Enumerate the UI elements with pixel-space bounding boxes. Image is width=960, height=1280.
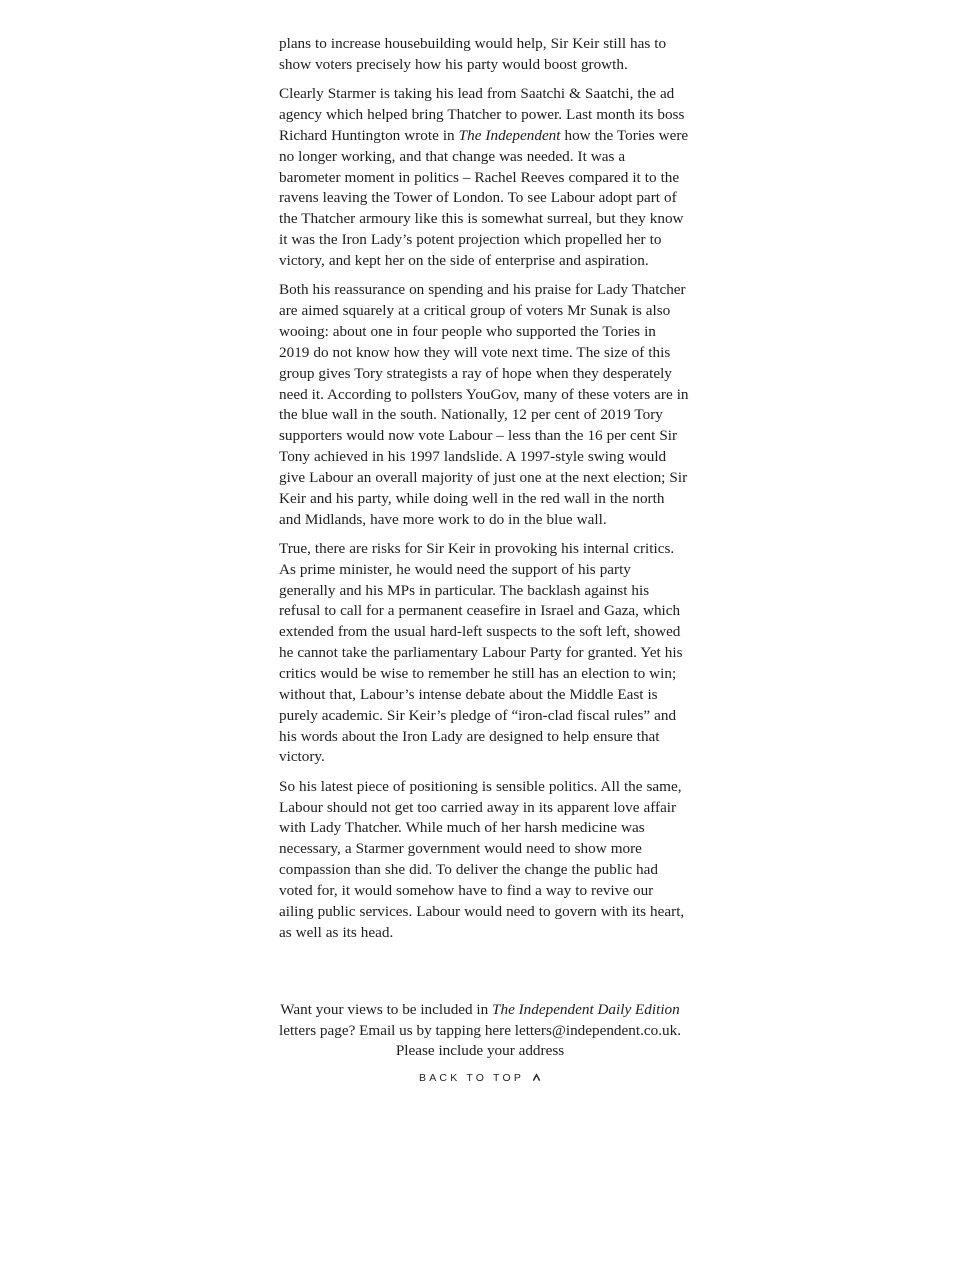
article-paragraph	[279, 280, 689, 530]
article-paragraph	[279, 777, 689, 944]
article-body	[279, 34, 689, 952]
paragraph-text: Both his reassurance on spending and his praise for Lady Thatcher are aimed squarely at a critical group of voters Mr Sunak is also wooing: about one in four people who supported the Tories in 2019 do not know how they will vote next time. The size of this group gives Tory strategists a ray of hope when they desperately need it. According to pollsters YouGov, many of these voters are in the blue wall in the south. Nationally, 12 per cent of 2019 Tory supporters would now vote Labour – less than the 16 per cent Sir Tony achieved in his 1997 landslide. A 1997-style swing would give Labour an overall majority of just one at the next election; Sir Keir and his party, while doing well in the red wall in the north and Midlands, have more work to do in the blue wall.	[279, 281, 689, 528]
paragraph-text: plans to increase housebuilding would help, Sir Keir still has to show voters precisely how his party would boost growth.	[279, 35, 667, 73]
publication-name: The Independent	[458, 126, 561, 144]
letters-note-lead: Want your views to be included in	[280, 1001, 493, 1018]
paragraph-text: True, there are risks for Sir Keir in provoking his internal critics. As prime minister, he would need the support of his party generally and his MPs in particular. The backlash against his refusal to call for a permanent ceasefire in Israel and Gaza, which extended from the usual hard-left suspects to the soft left, showed he cannot take the parliamentary Labour Party for granted. Yet his critics would be wise to remember he still has an election to win; without that, Labour’s intense debate about the Middle East is purely academic. Sir Keir’s pledge of “iron-clad fiscal rules” and his words about the Iron Lady are designed to help ensure that victory.	[279, 539, 683, 766]
back-to-top-button[interactable]	[0, 1072, 960, 1084]
paragraph-text: So his latest piece of positioning is sensible politics. All the same, Labour should not get too carried away in its apparent love affair with Lady Thatcher. While much of her harsh medicine was necessary, a Starmer government would need to show more compassion than she did. To deliver the change the public had voted for, it would somehow have to find a way to revive our ailing public services. Labour would need to govern with its heart, as well as its head.	[279, 777, 685, 941]
letters-note-tail: . Please include your address	[395, 1021, 681, 1059]
paragraph-text: how the Tories were no longer working, and that change was needed. It was a barometer moment in politics – Rachel Reeves compared it to the ravens leaving the Tower of London. To see Labour adopt part of the Thatcher armoury like this is somewhat surreal, but they know it was the Iron Lady’s potent projection which propelled her to victory, and kept her on the side of enterprise and aspiration.	[279, 126, 689, 269]
article-paragraph	[279, 539, 689, 768]
letters-note	[262, 1000, 698, 1062]
caret-up-icon	[532, 1073, 541, 1082]
article-paragraph	[279, 34, 689, 76]
paragraph-text: Clearly Starmer is taking his lead from Saatchi & Saatchi, the ad agency which helped bring Thatcher to power. Last month its boss Richard Huntington wrote in	[279, 85, 685, 144]
back-to-top-label: BACK TO TOP	[419, 1072, 524, 1084]
publication-name: The Independent Daily Edition	[492, 1001, 680, 1018]
letters-note-middle: letters page? Email us by tapping here	[279, 1021, 515, 1039]
letters-email-link[interactable]: letters@independent.co.uk	[514, 1021, 678, 1039]
article-paragraph	[279, 84, 689, 272]
